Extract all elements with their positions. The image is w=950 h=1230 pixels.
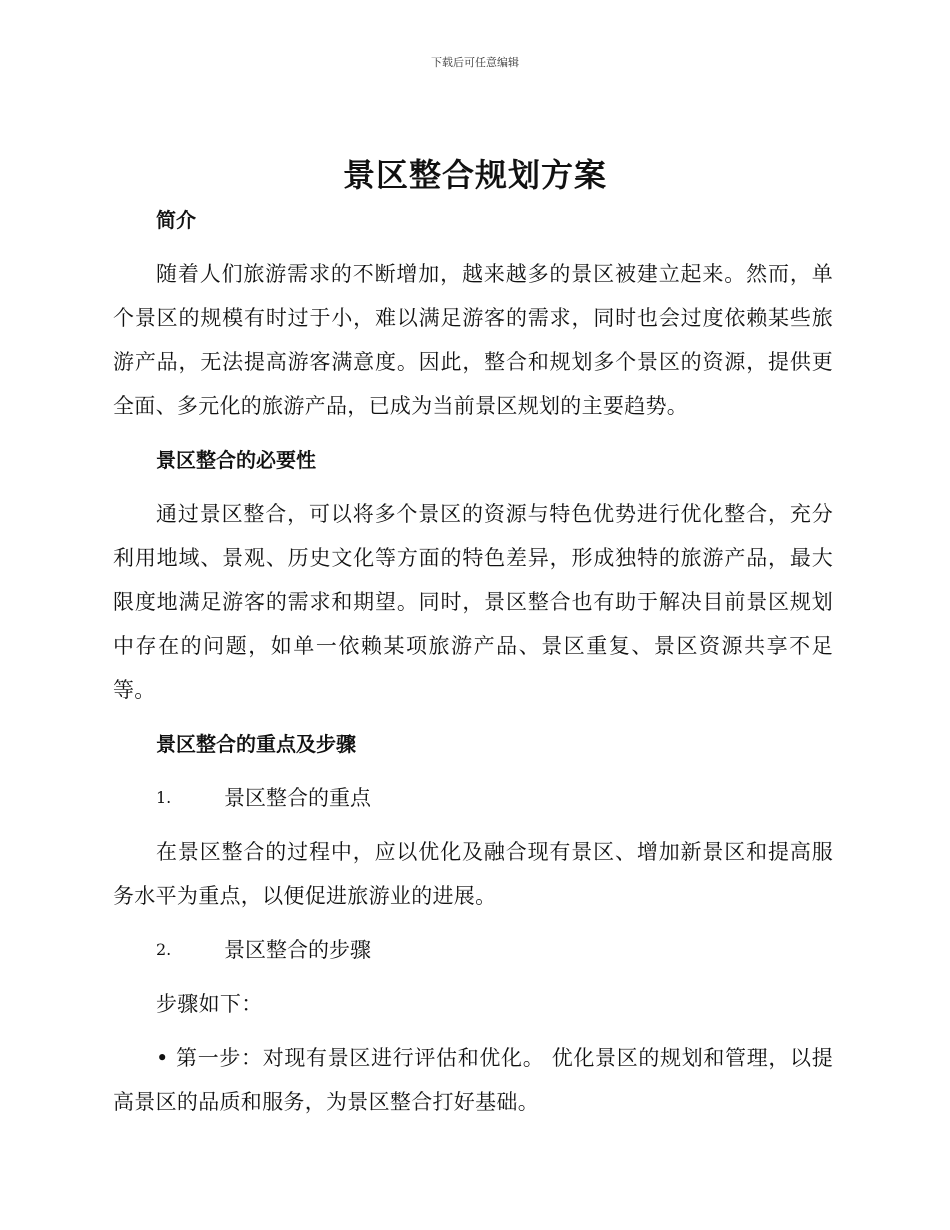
document-title: 景区整合规划方案 — [342, 156, 607, 194]
numbered-item-label: 景区整合的步骤 — [224, 938, 371, 962]
paragraph-necessity: 通过景区整合，可以将多个景区的资源与特色优势进行优化整合，充分利用地域、景观、历史文化等方面的特色差异，形成独特的旅游产品，最大限度地满足游客的需求和期望。同时，景区整合也有助于解决目前景区规划中存在的问题，如单一依赖某项旅游产品、景区重复、景区资源共享不足等。 — [113, 502, 833, 702]
section-heading-focus-steps: 景区整合的重点及步骤 — [156, 732, 356, 756]
header-note: 下载后可任意编辑 — [431, 56, 519, 69]
paragraph-intro: 随着人们旅游需求的不断增加，越来越多的景区被建立起来。然而，单个景区的规模有时过于小，难以满足游客的需求，同时也会过度依赖某些旅游产品，无法提高游客满意度。因此，整合和规划多个景区的资源，提供更全面、多元化的旅游产品，已成为当前景区规划的主要趋势。 — [113, 262, 833, 418]
numbered-item-number: 2. — [156, 940, 172, 959]
numbered-item-number: 1. — [156, 788, 172, 807]
paragraph-focus: 在景区整合的过程中，应以优化及融合现有景区、增加新景区和提高服务水平为重点，以便促进旅游业的进展。 — [113, 840, 833, 908]
section-heading-necessity: 景区整合的必要性 — [156, 448, 316, 472]
paragraph-steps-intro: 步骤如下： — [156, 992, 263, 1016]
numbered-item-label: 景区整合的重点 — [224, 786, 371, 810]
numbered-item-focus — [113, 776, 833, 820]
numbered-item-steps — [113, 928, 833, 972]
section-heading-intro: 简介 — [156, 208, 196, 232]
paragraph-step-1: • 第一步：对现有景区进行评估和优化。 优化景区的规划和管理，以提高景区的品质和服务，为景区整合打好基础。 — [113, 1046, 833, 1114]
document-body — [113, 198, 833, 1124]
